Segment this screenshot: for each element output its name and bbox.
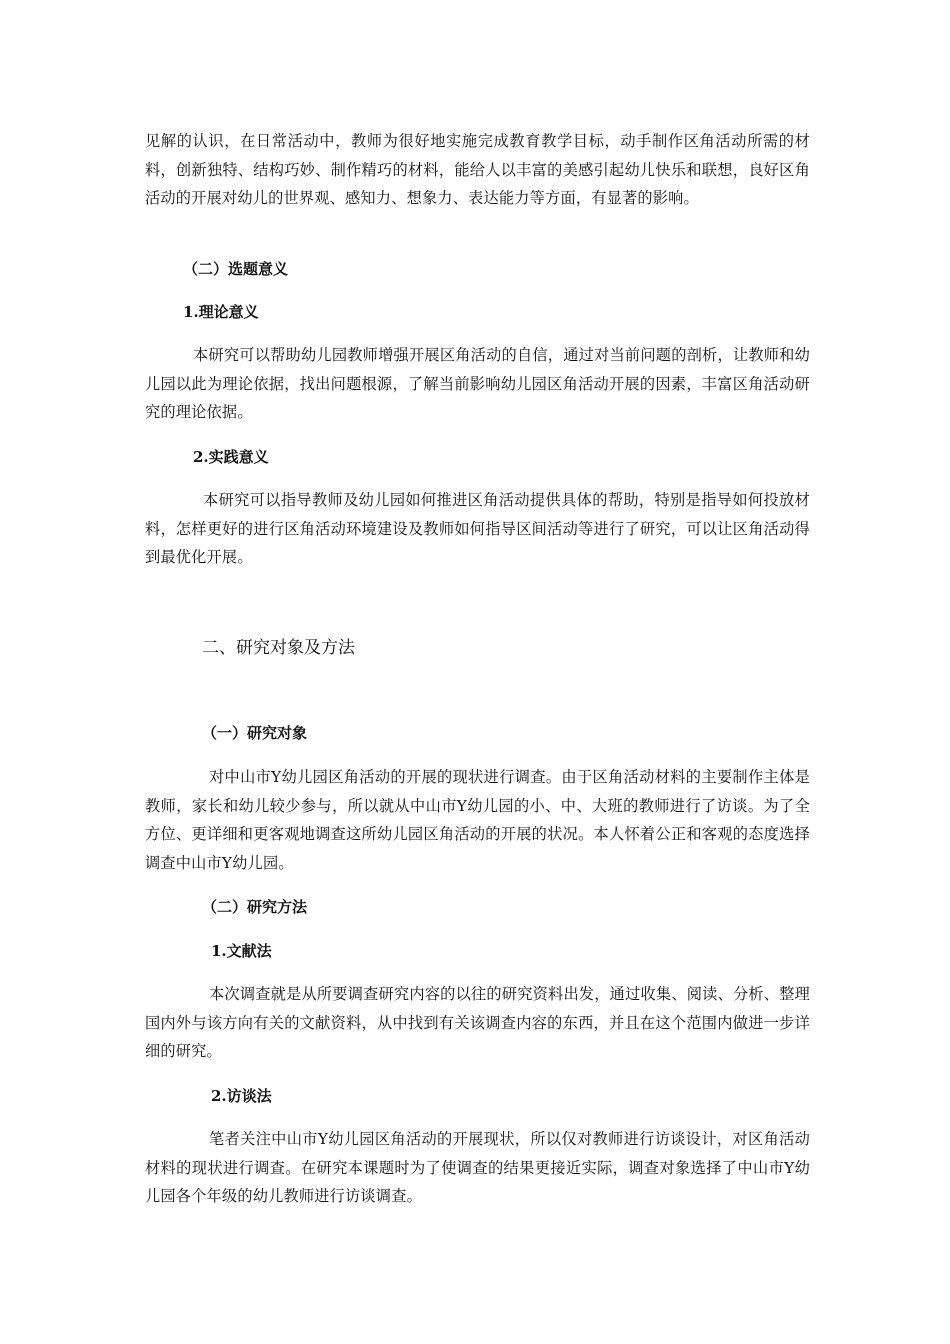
theory-paragraph-block (145, 341, 810, 427)
practice-paragraph-block (145, 486, 810, 572)
intro-paragraph: 见解的认识，在日常活动中，教师为很好地实施完成教育教学目标，动手制作区角活动所需的材料，创新独特、结构巧妙、制作精巧的材料，能给人以丰富的美感引起幼儿快乐和联想，良好区角活动的开展对幼儿的世界观、感知力、想象力、表达能力等方面，有显著的影响。 (145, 132, 810, 207)
subjects-paragraph: 对中山市Y幼儿园区角活动的开展的现状进行调查。由于区角活动材料的主要制作主体是教师，家长和幼儿较少参与，所以就从中山市Y幼儿园的小、中、大班的教师进行了访谈。为了全方位、更详细和更客观地调查这所幼儿园区角活动的开展的状况。本人怀着公正和客观的态度选择调查中山市Y幼儿园。 (145, 768, 810, 872)
literature-paragraph-block (145, 980, 810, 1066)
heading-theoretical-significance: 1.理论意义 (183, 303, 259, 321)
heading-research-methods: （二）研究方法 (202, 898, 308, 916)
literature-paragraph: 本次调查就是从所要调查研究内容的以往的研究资料出发，通过收集、阅读、分析、整理国内外与该方向有关的文献资料，从中找到有关该调查内容的东西，并且在这个范围内做进一步详细的研究。 (145, 985, 810, 1060)
interview-paragraph: 笔者关注中山市Y幼儿园区角活动的开展现状，所以仅对教师进行访谈设计，对区角活动材料的现状进行调查。在研究本课题时为了使调查的结果更接近实际，调查对象选择了中山市Y幼儿园各个年级的幼儿教师进行访谈调查。 (145, 1130, 810, 1205)
theory-paragraph: 本研究可以帮助幼儿园教师增强开展区角活动的自信，通过对当前问题的剖析，让教师和幼儿园以此为理论依据，找出问题根源，了解当前影响幼儿园区角活动开展的因素，丰富区角活动研究的理论依据。 (145, 346, 810, 421)
intro-paragraph-block (145, 127, 810, 213)
heading-interview-method: 2.访谈法 (211, 1087, 272, 1105)
subjects-paragraph-block (145, 763, 810, 877)
practice-paragraph: 本研究可以指导教师及幼儿园如何推进区角活动提供具体的帮助，特别是指导如何投放材料，怎样更好的进行区角活动环境建设及教师如何指导区间活动等进行了研究，可以让区角活动得到最优化开展。 (145, 491, 810, 566)
interview-paragraph-block (145, 1125, 810, 1211)
heading-practical-significance: 2.实践意义 (193, 448, 269, 466)
section-heading-subjects-and-methods: 二、研究对象及方法 (202, 638, 355, 658)
heading-literature-method: 1.文献法 (211, 942, 272, 960)
heading-research-subjects: （一）研究对象 (202, 724, 308, 742)
heading-topic-significance: （二）选题意义 (183, 260, 289, 278)
